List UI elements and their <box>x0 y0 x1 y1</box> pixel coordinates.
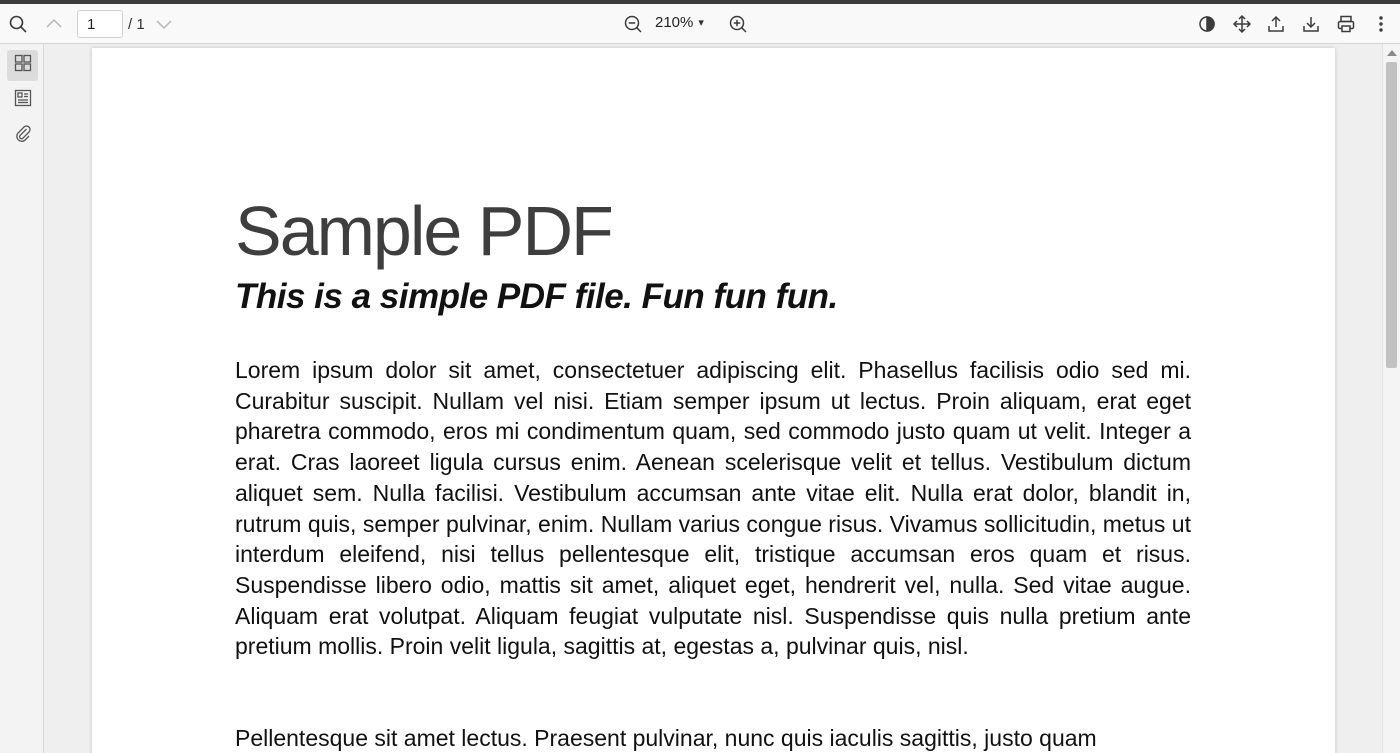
scrollbar-thumb[interactable] <box>1386 62 1397 368</box>
pdf-toolbar <box>0 4 1400 44</box>
next-page-icon[interactable] <box>152 12 176 36</box>
sidebar-item-outline[interactable] <box>7 85 38 116</box>
document-paragraph: Lorem ipsum dolor sit amet, consectetuer adipiscing elit. Phasellus facilisis odio sed mi. Curabitur suscipit. Nullam vel nisi. Etiam semper ipsum ut lectus. Proin aliquam, erat eget pharetra commodo, eros mi condimentum quam, sed commodo justo quam ut velit. Integer a erat. Cras laoreet ligula cursus enim. Aenean scelerisque velit et tellus. Vestibulum dictum aliquet sem. Nulla facilisi. Vestibulum accumsan ante vitae elit. Nulla erat dolor, blandit in, rutrum quis, semper pulvinar, enim. Nullam varius congue risus. Vivamus sollicitudin, metus ut interdum eleifend, nisi tellus pellentesque elit, tristique accumsan eros quam et risus. Suspendisse libero odio, mattis sit amet, aliquet eget, hendrerit vel, nulla. Sed vitae augue. Aliquam erat volutpat. Aliquam feugiat vulputate nisl. Suspendisse quis nulla pretium ante pretium mollis. Proin velit ligula, sagittis at, egestas a, pulvinar quis, nisl. <box>235 357 1191 660</box>
document-title: Sample PDF <box>235 192 612 270</box>
thumbnails-icon <box>14 54 32 77</box>
more-options-icon[interactable] <box>1369 12 1393 36</box>
document-subtitle: This is a simple PDF file. Fun fun fun. <box>235 277 838 316</box>
vertical-scrollbar[interactable] <box>1382 44 1400 753</box>
presentation-icon[interactable] <box>1195 12 1219 36</box>
paperclip-icon <box>14 124 32 147</box>
document-paragraph: Pellentesque sit amet lectus. Praesent pulvinar, nunc quis iaculis sagittis, justo quam <box>235 725 1097 751</box>
move-icon[interactable] <box>1230 12 1254 36</box>
page-total-label: / 1 <box>128 16 145 33</box>
search-icon[interactable] <box>6 12 30 36</box>
document-viewer[interactable] <box>45 44 1382 753</box>
scroll-up-icon[interactable] <box>1387 50 1397 56</box>
previous-page-icon[interactable] <box>42 12 66 36</box>
print-icon[interactable] <box>1334 12 1358 36</box>
zoom-out-icon[interactable] <box>621 12 645 36</box>
zoom-select[interactable] <box>655 14 704 31</box>
chevron-down-icon: ▾ <box>698 17 704 29</box>
pdf-sidebar <box>0 44 44 753</box>
sidebar-item-thumbnails[interactable] <box>7 50 38 81</box>
sidebar-item-attachments[interactable] <box>7 120 38 151</box>
page-number-input[interactable] <box>77 10 123 38</box>
zoom-in-icon[interactable] <box>726 12 750 36</box>
download-icon[interactable] <box>1299 12 1323 36</box>
upload-icon[interactable] <box>1264 12 1288 36</box>
pdf-page <box>92 48 1335 753</box>
zoom-value: 210% <box>655 14 694 31</box>
outline-icon <box>14 89 32 112</box>
